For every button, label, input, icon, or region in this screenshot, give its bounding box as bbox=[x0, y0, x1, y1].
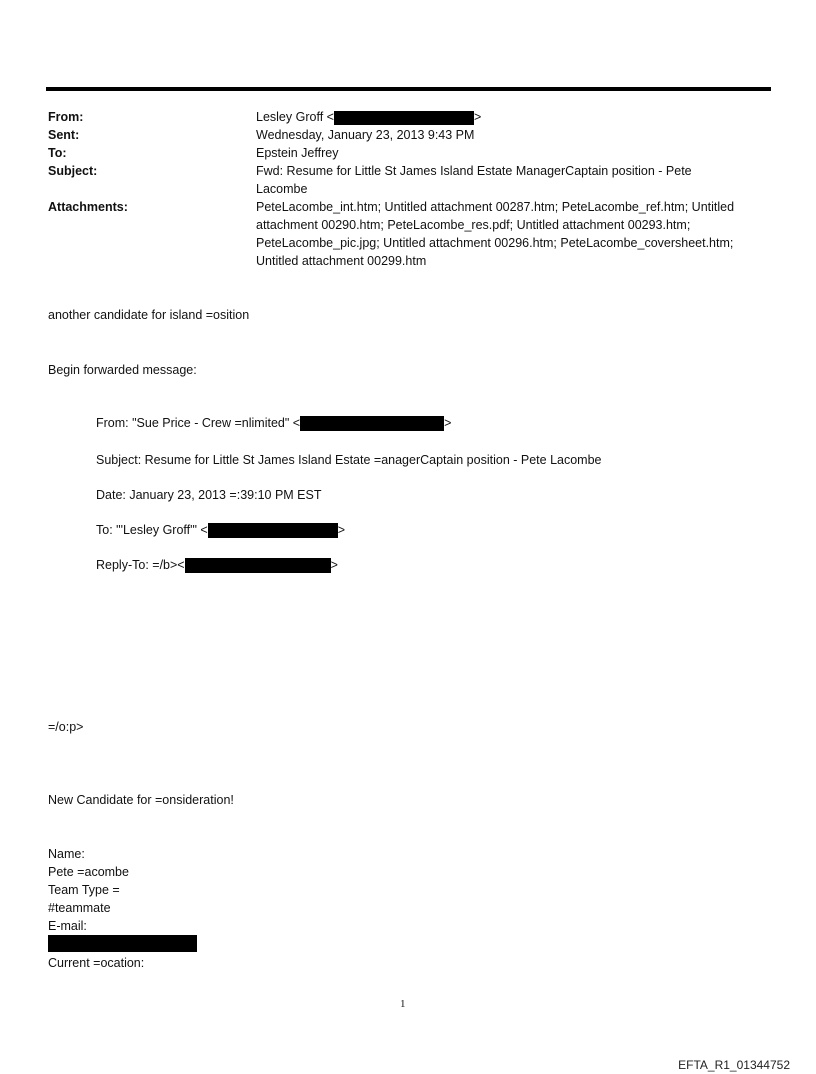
subject-value: Fwd: Resume for Little St James Island Estate ManagerCaptain position - Pete Lacombe bbox=[256, 164, 692, 196]
fwd-reply-line bbox=[96, 556, 338, 574]
email-redaction bbox=[48, 934, 197, 952]
location-label: Current =ocation: bbox=[48, 956, 145, 970]
attachments-label: Attachments: bbox=[48, 200, 128, 214]
to-label: To: bbox=[48, 146, 67, 160]
redaction-block bbox=[300, 416, 444, 431]
new-candidate-text: New Candidate for =onsideration! bbox=[48, 793, 234, 807]
redaction-block bbox=[208, 523, 338, 538]
intro-text: another candidate for island =osition bbox=[48, 308, 250, 322]
fwd-reply-text: Reply-To: =/b>< bbox=[96, 558, 185, 572]
page-number: 1 bbox=[400, 998, 406, 1010]
from-name: Lesley Groff < bbox=[256, 110, 334, 124]
forwarded-heading: Begin forwarded message: bbox=[48, 363, 197, 377]
op-tag-text: =/o:p> bbox=[48, 720, 84, 734]
fwd-from-close: > bbox=[444, 416, 452, 430]
redaction-block bbox=[48, 935, 197, 952]
redaction-block bbox=[185, 558, 331, 573]
team-type-value: #teammate bbox=[48, 901, 111, 915]
name-label: Name: bbox=[48, 847, 85, 861]
fwd-to-text: To: "'Lesley Groff'" < bbox=[96, 523, 208, 537]
fwd-from-line bbox=[96, 414, 451, 432]
from-label: From: bbox=[48, 110, 84, 124]
from-close: > bbox=[473, 110, 482, 124]
from-value bbox=[256, 108, 771, 126]
redaction-block bbox=[334, 111, 474, 125]
email-label: E-mail: bbox=[48, 919, 87, 933]
fwd-to-line bbox=[96, 521, 345, 539]
sent-label: Sent: bbox=[48, 128, 80, 142]
fwd-subject-line: Subject: Resume for Little St James Island Estate =anagerCaptain position - Pete Lacombe bbox=[96, 453, 602, 467]
fwd-reply-close: > bbox=[330, 558, 338, 572]
document-id: EFTA_R1_01344752 bbox=[678, 1058, 790, 1072]
header-rule bbox=[46, 87, 771, 91]
team-type-label: Team Type = bbox=[48, 883, 120, 897]
fwd-from-text: From: "Sue Price - Crew =nlimited" < bbox=[96, 416, 301, 430]
attachments-value: PeteLacombe_int.htm; Untitled attachment 00287.htm; PeteLacombe_ref.htm; Untitled attachment 00290.htm; PeteLacombe_res.pdf; Untitled attachment 00293.htm; PeteLacombe_pic.jpg; Untitled attachment 00296.htm; PeteLacombe_coversheet.htm; Untitled attachment 00299.htm bbox=[256, 200, 735, 268]
subject-label: Subject: bbox=[48, 164, 98, 178]
fwd-to-close: > bbox=[337, 523, 346, 537]
fwd-date-line: Date: January 23, 2013 =:39:10 PM EST bbox=[96, 488, 322, 502]
to-value: Epstein Jeffrey bbox=[256, 146, 339, 160]
name-value: Pete =acombe bbox=[48, 865, 129, 879]
sent-value: Wednesday, January 23, 2013 9:43 PM bbox=[256, 128, 475, 142]
